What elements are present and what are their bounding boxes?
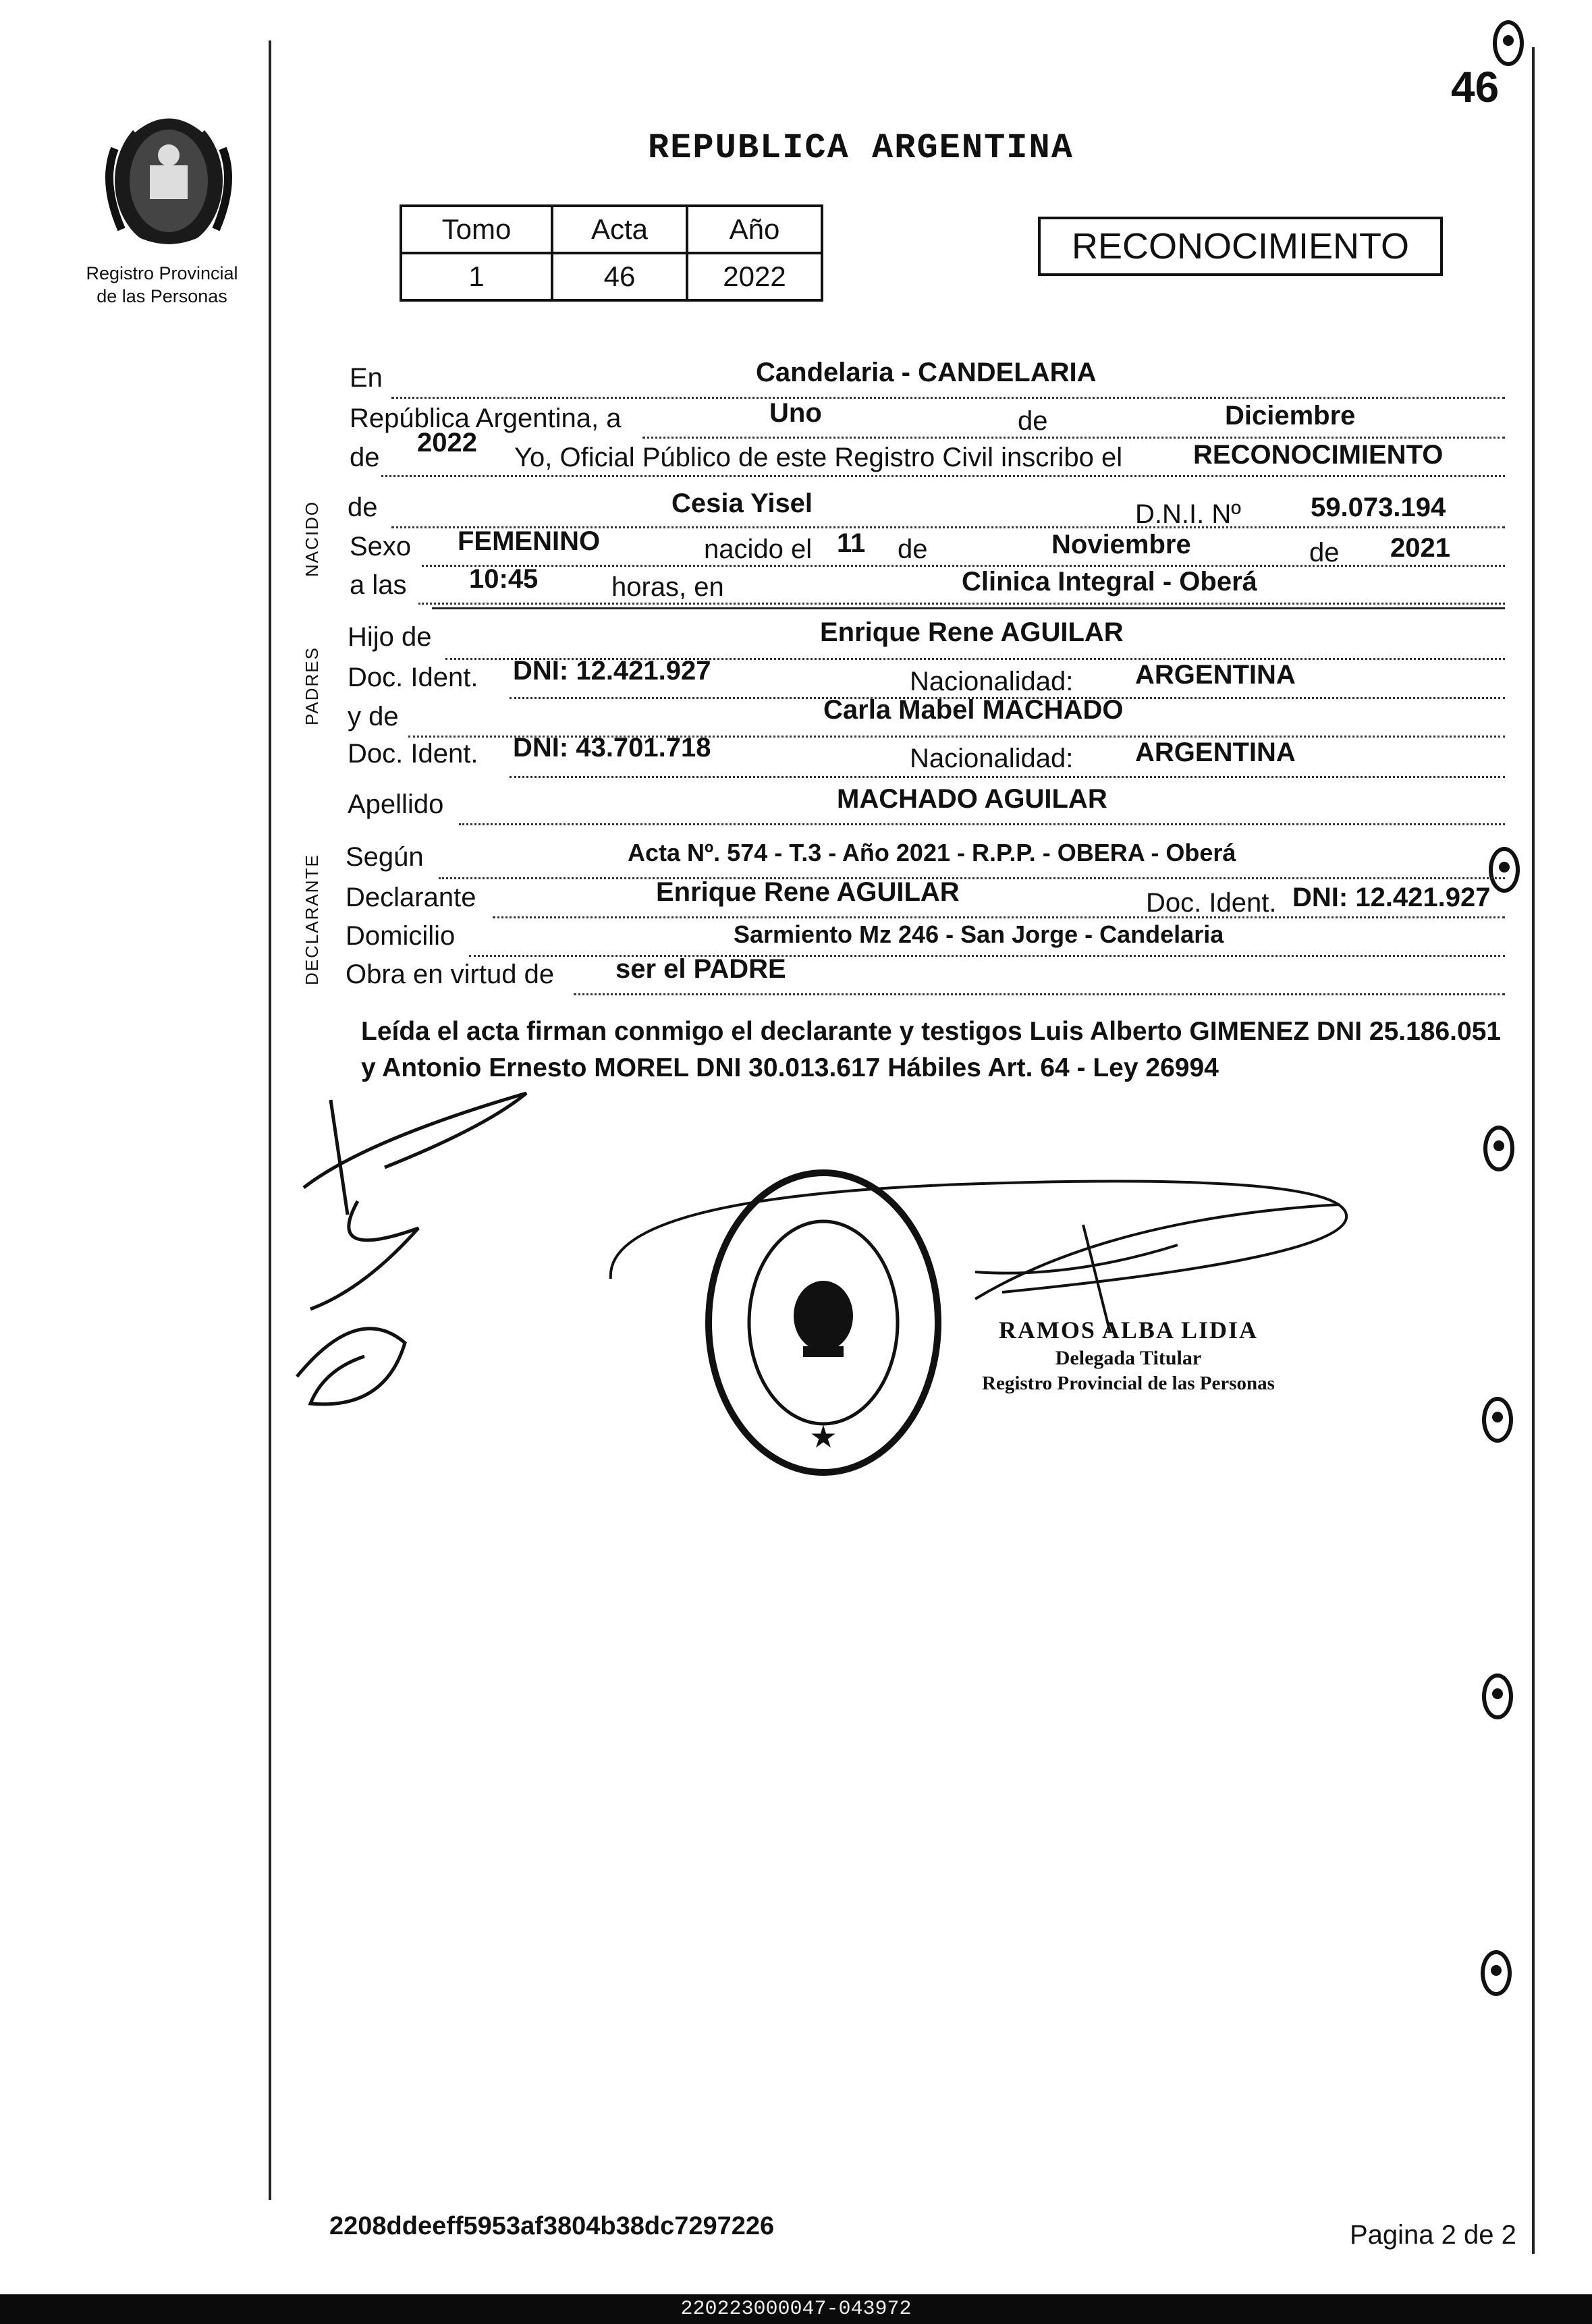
label-y-de: y de: [348, 702, 399, 731]
binder-hole-icon: [1483, 1126, 1514, 1171]
value-apellido: MACHADO AGUILAR: [837, 784, 1107, 814]
document-hash: 2208ddeeff5953af3804b38dc7297226: [329, 2212, 775, 2240]
value-madre-doc: DNI: 43.701.718: [513, 733, 711, 763]
side-label-padres: PADRES: [302, 646, 322, 725]
official-signature-block: [982, 1316, 1275, 1395]
label-de: de: [898, 534, 928, 564]
left-margin-rule: [269, 40, 271, 2200]
label-apellido: Apellido: [348, 790, 444, 819]
value-mes: Diciembre: [1225, 401, 1356, 431]
table-header-cell: Año: [687, 206, 822, 253]
handwritten-signature-declarante: [283, 1086, 567, 1437]
footer-page-indicator: Pagina 2 de 2: [1350, 2220, 1516, 2250]
label-de: de: [1018, 406, 1048, 436]
label-de: de: [350, 443, 380, 472]
side-label-declarante: DECLARANTE: [302, 854, 322, 985]
label-doc-ident: Doc. Ident.: [348, 739, 478, 769]
label-doc-ident: Doc. Ident.: [1146, 888, 1277, 918]
record-table: [400, 204, 823, 302]
svg-text:★: ★: [809, 1419, 838, 1454]
value-declarante: Enrique Rene AGUILAR: [656, 877, 960, 907]
label-hijo-de: Hijo de: [348, 622, 432, 652]
value-padre: Enrique Rene AGUILAR: [820, 617, 1124, 647]
document-title: REPUBLICA ARGENTINA: [648, 128, 1074, 168]
value-madre: Carla Mabel MACHADO: [823, 695, 1124, 725]
table-value-cell: 1: [401, 253, 552, 300]
label-declarante: Declarante: [346, 883, 476, 912]
official-role: Delegada Titular: [1055, 1347, 1202, 1369]
value-sexo: FEMENINO: [458, 526, 601, 556]
table-header-cell: Acta: [552, 206, 687, 253]
value-lugar: Candelaria - CANDELARIA: [756, 358, 1097, 387]
side-label-nacido: NACIDO: [302, 500, 322, 577]
value-nac-mes: Noviembre: [1051, 530, 1191, 559]
binder-hole-icon: [1493, 20, 1524, 66]
label-doc-ident: Doc. Ident.: [348, 663, 478, 692]
label-en: En: [350, 363, 383, 393]
value-virtud: ser el PADRE: [615, 954, 786, 984]
table-header-cell: Tomo: [401, 206, 552, 253]
binder-hole-icon: [1482, 1397, 1513, 1443]
value-domicilio: Sarmiento Mz 246 - San Jorge - Candelaria: [734, 920, 1224, 948]
label-nacionalidad: Nacionalidad:: [910, 744, 1074, 773]
table-value-cell: 2022: [687, 253, 822, 300]
value-anio: 2022: [417, 428, 477, 458]
label-de: de: [348, 493, 378, 522]
label-de: de: [1309, 538, 1340, 568]
official-org: Registro Provincial de las Personas: [982, 1373, 1275, 1394]
legal-text: Leída el acta firman conmigo el declarante y testigos Luis Alberto GIMENEZ DNI 25.186.051 y Antonio Ernesto MOREL DNI 30.013.617 Hábiles Art. 64 - Ley 26994: [361, 1017, 1502, 1082]
section-divider: [432, 607, 1505, 609]
page-number: 46: [1451, 63, 1500, 111]
binder-hole-icon: [1482, 1673, 1513, 1719]
label-domicilio: Domicilio: [346, 921, 456, 951]
value-hora: 10:45: [469, 564, 539, 594]
label-a-las: a las: [350, 570, 407, 600]
value-dni: 59.073.194: [1311, 493, 1446, 522]
label-yo-oficial: Yo, Oficial Público de este Registro Civil inscribo el: [514, 443, 1123, 472]
official-seal: [702, 1164, 945, 1485]
value-nac-anio: 2021: [1390, 533, 1450, 563]
value-nac-dia: 11: [837, 528, 866, 558]
barcode-strip: 220223000047-043972: [0, 2294, 1592, 2324]
value-nombre: Cesia Yisel: [671, 489, 813, 518]
registry-caption: Registro Provincial de las Personas: [86, 263, 238, 306]
value-padre-doc: DNI: 12.421.927: [513, 656, 711, 686]
value-dia: Uno: [769, 398, 822, 428]
act-type-box: RECONOCIMIENTO: [1038, 217, 1443, 276]
label-horas-en: horas, en: [611, 572, 724, 602]
value-tipo: RECONOCIMIENTO: [1193, 440, 1444, 470]
label-obra: Obra en virtud de: [346, 960, 555, 989]
right-margin-rule: [1532, 47, 1535, 2254]
label-segun: Según: [346, 842, 424, 872]
label-nacido-el: nacido el: [704, 534, 813, 564]
binder-hole-icon: [1481, 1950, 1512, 1996]
value-padre-nac: ARGENTINA: [1135, 660, 1296, 690]
label-dni: D.N.I. Nº: [1135, 499, 1241, 529]
label-sexo: Sexo: [350, 532, 412, 561]
table-value-cell: 46: [552, 253, 687, 300]
value-lugar-nac: Clinica Integral - Oberá: [962, 567, 1257, 597]
value-madre-nac: ARGENTINA: [1135, 738, 1296, 767]
label-republica: República Argentina, a: [350, 404, 622, 433]
provincial-coat-of-arms-logo: [94, 101, 243, 263]
label-nacionalidad: Nacionalidad:: [910, 667, 1074, 696]
official-name: RAMOS ALBA LIDIA: [998, 1317, 1258, 1344]
value-segun: Acta Nº. 574 - T.3 - Año 2021 - R.P.P. - OBERA - Oberá: [628, 839, 1236, 866]
value-declarante-doc: DNI: 12.421.927: [1292, 883, 1491, 912]
